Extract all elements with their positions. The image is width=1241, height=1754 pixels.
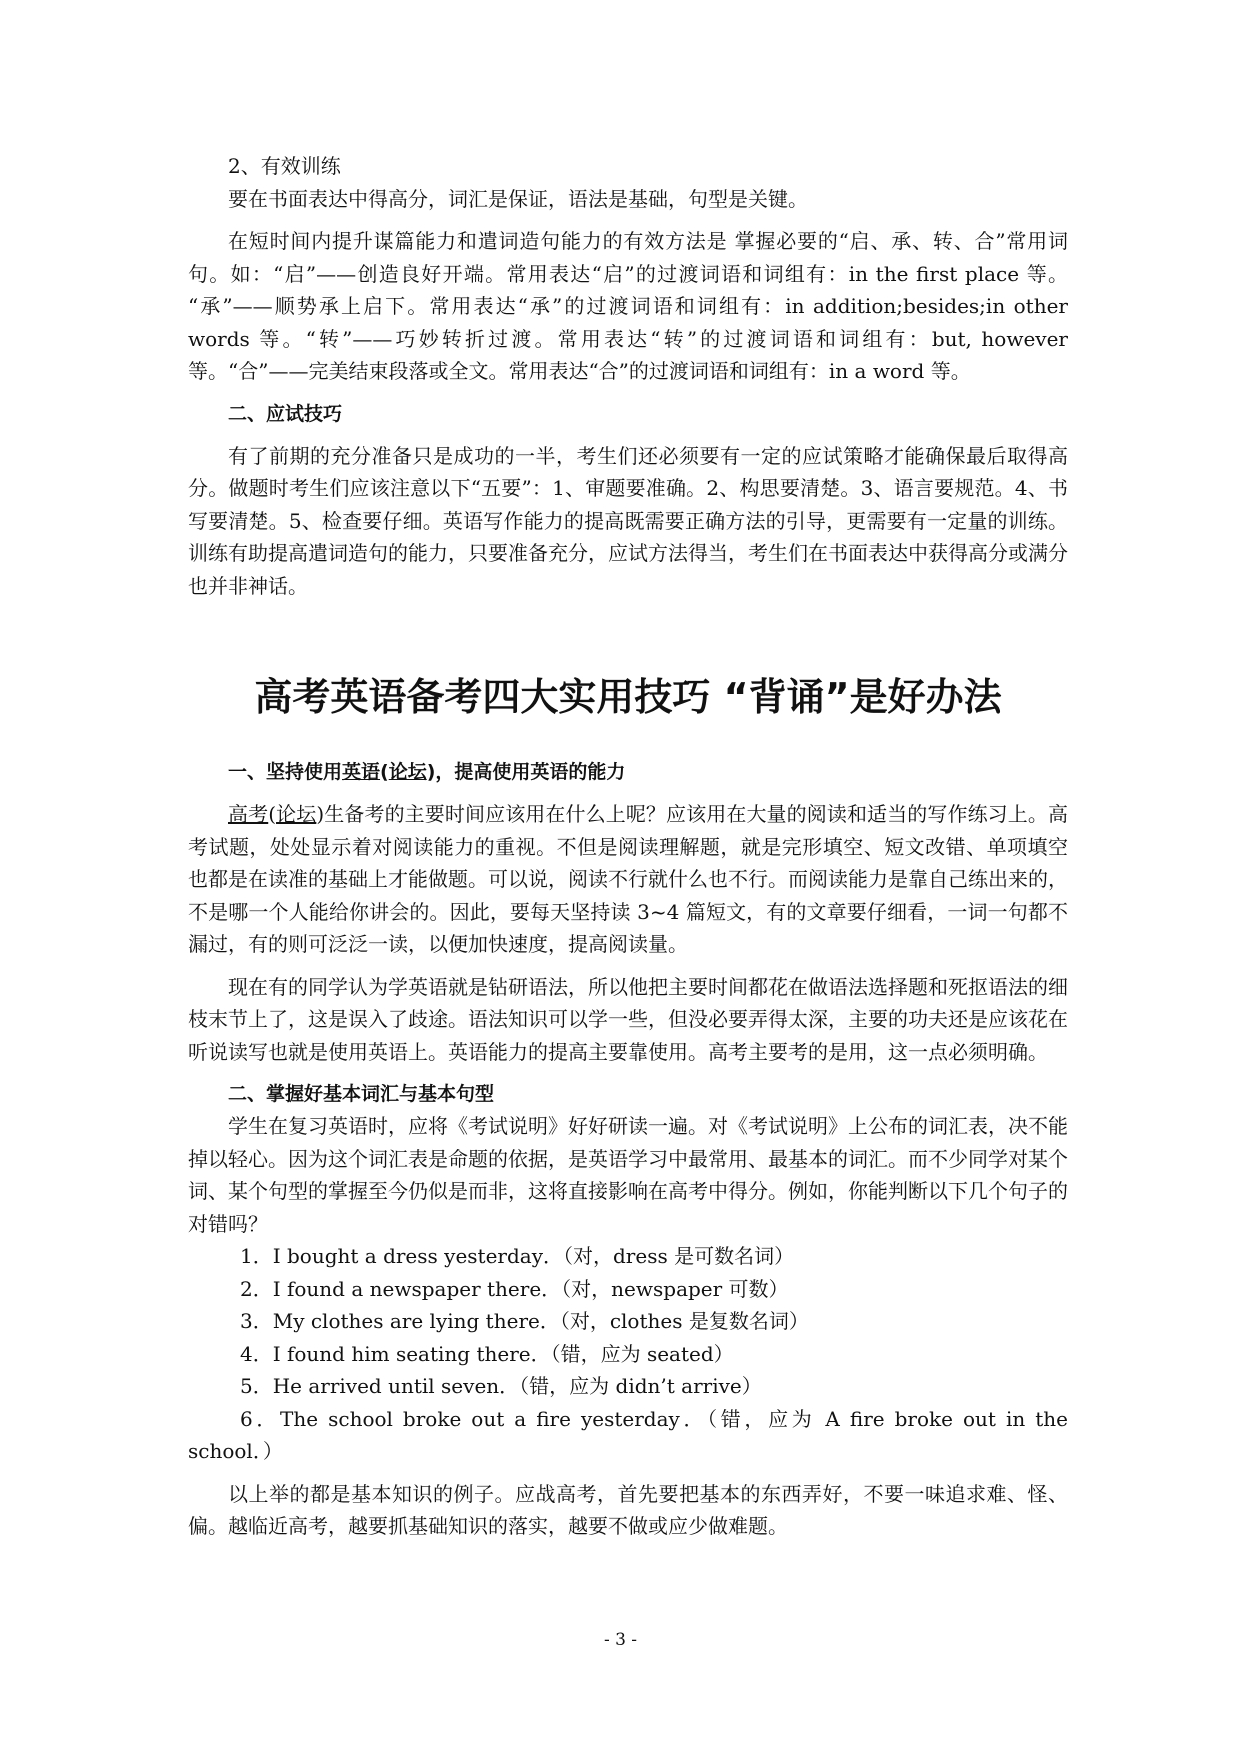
section-heading-effective-training: 2、有效训练 <box>228 154 341 178</box>
paragraph-text: ( <box>268 802 277 826</box>
list-item: 6．The school broke out a fire yesterday．（错，应为 A fire broke out in the school．） <box>188 1406 1068 1463</box>
heading-text: 一、坚持使用 <box>228 761 343 783</box>
paragraph-text: )生备考的主要时间应该用在什么上呢？应该用在大量的阅读和适当的写作练习上。高考试题，处处显示着对阅读能力的重视。不但是阅读理解题，就是完形填空、短文改错、单项填空 也都是在读准的基础上才能做题。可以说，阅读不行就什么也不行。而阅读能力是靠自己练出来的，不是哪一个人能给你讲会的。因此，要每天坚持读 3~4 篇短文，有的文章要仔细看，一词一句都不漏过，有的则可泛泛一读，以便加快速度，提高阅读量。 <box>188 802 1069 956</box>
document-page <box>188 150 1068 1543</box>
article-title: 高考英语备考四大实用技巧 “背诵”是好办法 <box>254 675 1002 719</box>
list-item: 1．I bought a dress yesterday．（对，dress 是可数名词） <box>240 1244 795 1268</box>
heading-text: )，提高使用英语的能力 <box>426 761 626 783</box>
list-item: 5．He arrived until seven．（错，应为 didn’t arrive） <box>240 1374 762 1398</box>
section-heading-exam-skills: 二、应试技巧 <box>228 402 343 425</box>
paragraph: 现在有的同学认为学英语就是钻研语法，所以他把主要时间都花在做语法选择题和死抠语法的细枝末节上了，这是误入了歧途。语法知识可以学一些，但没必要弄得太深，主要的功夫还是应该花在听说读写也就是使用英语上。英语能力的提高主要靠使用。高考主要考的是用，这一点必须明确。 <box>188 974 1068 1064</box>
list-item: 4．I found him seating there．（错，应为 seated） <box>240 1341 734 1366</box>
paragraph: 学生在复习英语时，应将《考试说明》好好研读一遍。对《考试说明》上公布的词汇表，决不能掉以轻心。因为这个词汇表是命题的依据，是英语学习中最常用、最基本的词汇。而不少同学对某个词、某个句型的掌握至今仍似是而非，这将直接影响在高考中得分。例如，你能判断以下几个句子的对错吗？ <box>188 1114 1068 1236</box>
paragraph: 以上举的都是基本知识的例子。应战高考，首先要把基本的东西弄好，不要一味追求难、怪、偏。越临近高考，越要抓基础知识的落实，越要不做或应少做难题。 <box>188 1481 1068 1538</box>
heading-text: ( <box>380 761 389 783</box>
paragraph <box>188 798 1068 961</box>
paragraph: 要在书面表达中得高分，词汇是保证，语法是基础，句型是关键。 <box>228 186 808 211</box>
forum-link[interactable]: 论坛 <box>276 802 317 826</box>
list-item: 3．My clothes are lying there．（对，clothes 是复数名词） <box>240 1309 809 1333</box>
paragraph: 在短时间内提升谋篇能力和遣词造句能力的有效方法是 掌握必要的“启、承、转、合”常用词句。如：“启”——创造良好开端。常用表达“启”的过渡词语和词组有：in the first place 等。 “承”——顺势承上启下。常用表达“承”的过渡词语和词组有：in addition;besides;in other words 等。“转”——巧妙转折过渡。常用表达“转”的过渡词语和词组有：but, however 等。“合”——完美结束段落或全文。常用表达“合”的过渡词语和词组有：in a word 等。 <box>188 229 1068 383</box>
page-number: - 3 - <box>603 1630 638 1650</box>
article-heading-1 <box>188 756 1068 788</box>
forum-link[interactable]: 论坛 <box>388 761 427 783</box>
paragraph: 有了前期的充分准备只是成功的一半，考生们还必须要有一定的应试策略才能确保最后取得高分。做题时考生们应该注意以下“五要”：1、审题要准确。2、构思要清楚。3、语言要规范。4、书写要清楚。5、检查要仔细。英语写作能力的提高既需要正确方法的引导，更需要有一定量的训练。训练有助提高遣词造句的能力，只要准备充分，应试方法得当，考生们在书面表达中获得高分或满分也并非神话。 <box>188 443 1068 598</box>
english-link[interactable]: 英语 <box>342 761 381 783</box>
gaokao-link[interactable]: 高考 <box>228 802 269 826</box>
article-heading-2: 二、掌握好基本词汇与基本句型 <box>228 1083 495 1105</box>
list-item: 2．I found a newspaper there．（对，newspaper 可数） <box>240 1276 789 1301</box>
